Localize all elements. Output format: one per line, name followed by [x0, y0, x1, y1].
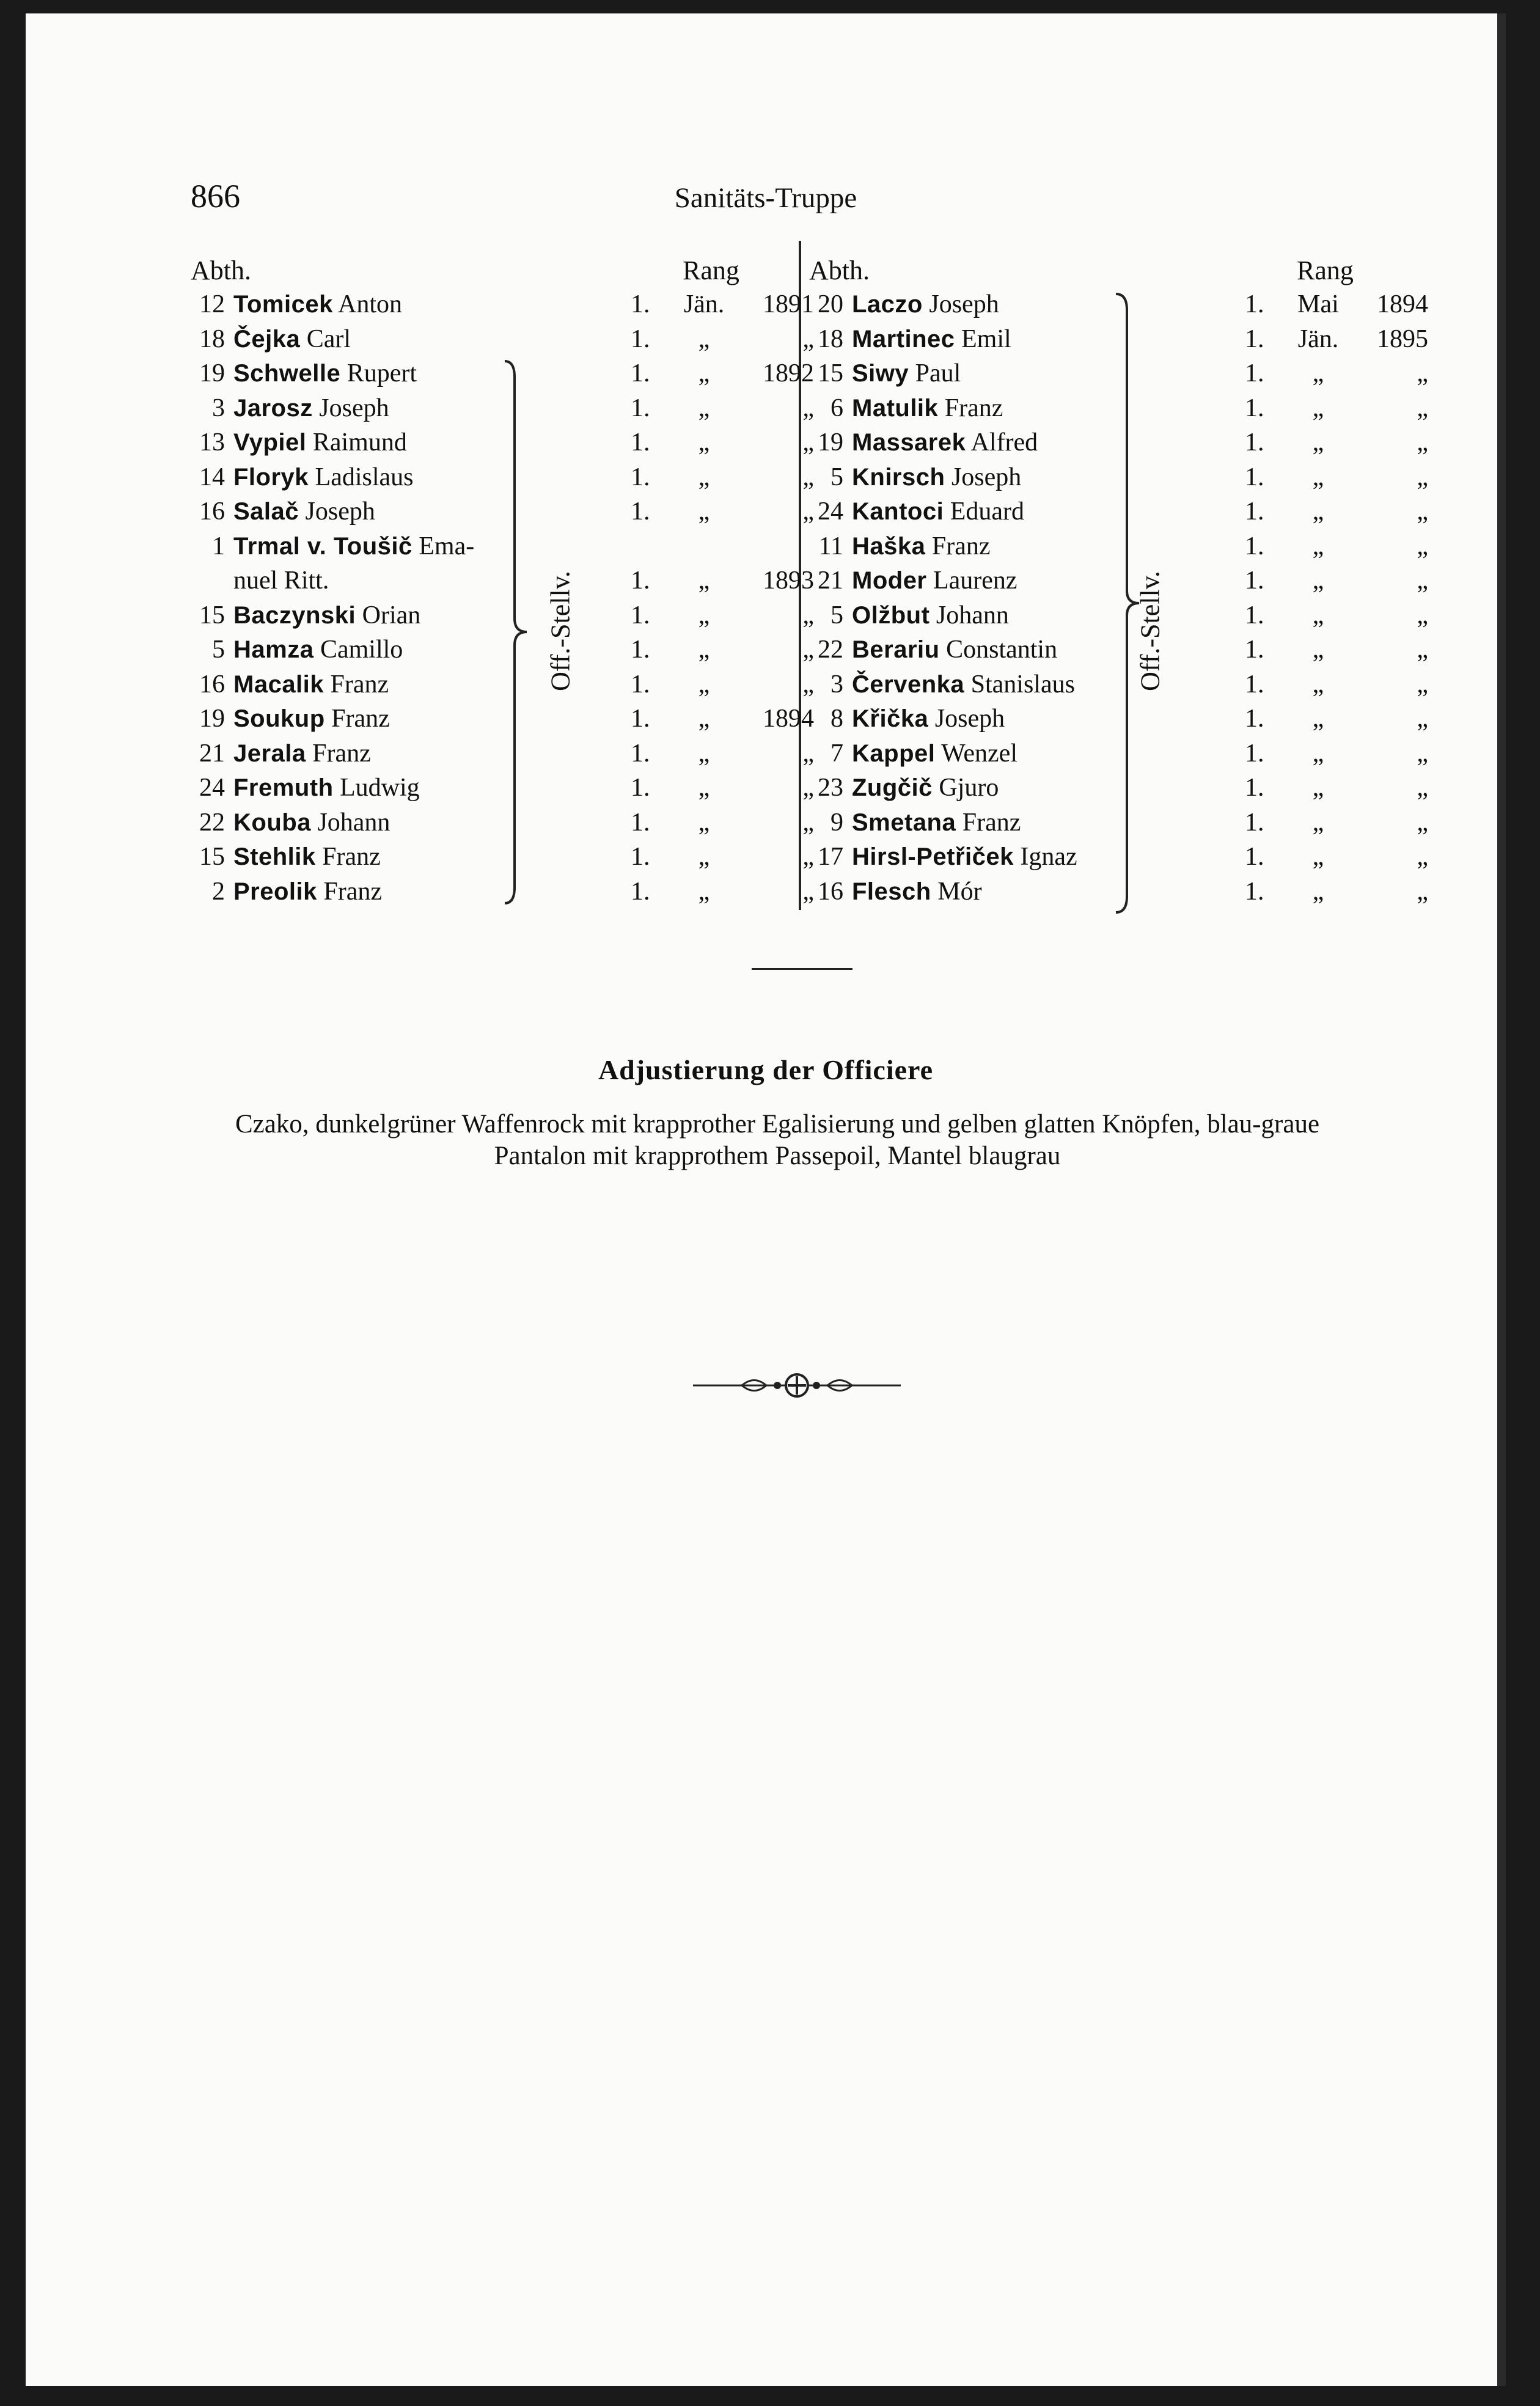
right-entry-row [831, 601, 1009, 635]
rank-year: „ [802, 808, 814, 837]
abth-number: 13 [199, 428, 225, 457]
document-page [26, 13, 1506, 2386]
rank-year: „ [802, 843, 814, 871]
given-name: Stanislaus [970, 670, 1075, 699]
abth-number: 5 [212, 636, 225, 664]
right-entry-row [818, 359, 961, 393]
right-rank-date [1245, 428, 1428, 457]
given-name: Joseph [929, 290, 999, 318]
rank-day: 1. [631, 359, 650, 387]
right-entry-row [818, 532, 991, 566]
rank-day: 1. [631, 290, 650, 318]
right-entry-row [818, 877, 982, 911]
given-name: Franz [322, 843, 381, 871]
right-rank-date [1245, 635, 1428, 664]
rank-year: „ [1417, 877, 1428, 906]
given-name: Wenzel [941, 739, 1018, 768]
given-name: Constantin [946, 636, 1058, 664]
rank-year: „ [1417, 497, 1428, 526]
rank-month: „ [698, 359, 710, 387]
rank-year: „ [802, 463, 814, 491]
given-name: Franz [331, 705, 390, 733]
left-entry-row [199, 773, 420, 807]
rank-day: 1. [1245, 359, 1264, 387]
page-edge [1497, 13, 1506, 2386]
abth-number: 23 [818, 774, 843, 802]
given-name: Ladislaus [315, 463, 414, 491]
rank-month: „ [1312, 463, 1324, 491]
rank-month: „ [1312, 567, 1324, 595]
left-entry-row [199, 497, 375, 531]
left-entry-row [199, 704, 390, 738]
left-bracket-label: Off.-Stellv. [545, 571, 576, 691]
rank-year: „ [802, 774, 814, 802]
surname: Knirsch [852, 463, 945, 491]
rank-day: 1. [1245, 532, 1264, 560]
given-name: Franz [944, 394, 1003, 422]
right-abth-header: Abth. [809, 255, 870, 285]
rank-day: 1. [1245, 843, 1264, 871]
rank-month: „ [698, 325, 710, 353]
abth-number: 5 [831, 601, 843, 629]
given-name: Franz [330, 670, 389, 699]
rank-month: „ [1312, 428, 1324, 457]
abth-number: 24 [199, 774, 225, 802]
left-rank-date [631, 842, 814, 871]
surname: Floryk [233, 463, 309, 491]
surname: Macalik [233, 670, 324, 698]
abth-number: 22 [199, 808, 225, 837]
abth-number: 18 [818, 325, 843, 353]
surname: Stehlik [233, 843, 316, 870]
abth-number: 9 [831, 808, 843, 837]
rank-year: „ [1417, 463, 1428, 491]
abth-number: 5 [831, 463, 843, 491]
rank-year: „ [1417, 774, 1428, 802]
surname: Fremuth [233, 774, 334, 801]
abth-number: 15 [199, 843, 225, 871]
rank-year: „ [802, 670, 814, 699]
rank-day: 1. [631, 394, 650, 422]
rank-month: „ [1312, 601, 1324, 629]
rank-month: „ [1312, 497, 1324, 526]
right-entry-row [818, 497, 1024, 531]
right-rank-date [1245, 394, 1428, 423]
rank-year: „ [1417, 428, 1428, 457]
left-entry-row [199, 739, 371, 773]
right-rank-date [1245, 773, 1428, 802]
given-name: Camillo [320, 636, 403, 664]
surname: Jerala [233, 739, 306, 767]
rank-month: „ [698, 705, 710, 733]
surname: Kappel [852, 739, 936, 767]
rank-month: „ [698, 670, 710, 699]
right-entry-row [831, 704, 1005, 738]
rank-year: 1892 [763, 359, 814, 387]
left-entry-row [212, 877, 383, 911]
given-name: Ema- [419, 532, 475, 560]
abth-number: 2 [212, 877, 225, 906]
surname: Preolik [233, 878, 317, 905]
right-rank-date [1245, 325, 1428, 354]
left-entry-row [199, 359, 417, 393]
right-entry-row [831, 394, 1003, 428]
right-entry-row [831, 808, 1021, 842]
surname: Berariu [852, 636, 940, 663]
abth-number: 1 [212, 532, 225, 560]
rank-day: 1. [1245, 325, 1264, 353]
section-text: Czako, dunkelgrüner Waffenrock mit krapprother Egalisierung und gelben glatten Knöpfen, blau-graue Pantalon mit krapprothem Passepoil, Mantel blaugrau [235, 1110, 1320, 1170]
rank-month: „ [1312, 877, 1324, 906]
rank-month: „ [1312, 808, 1324, 837]
left-rank-date [631, 497, 814, 526]
given-name: Ignaz [1020, 843, 1077, 871]
abth-number: 22 [818, 636, 843, 664]
abth-number: 3 [831, 670, 843, 699]
right-rank-date [1245, 497, 1428, 526]
rank-month: „ [698, 497, 710, 526]
surname: Zugčič [852, 774, 933, 801]
surname: Matulik [852, 394, 939, 422]
surname: Čejka [233, 325, 301, 353]
surname: Trmal v. Toušič [233, 532, 413, 560]
right-rank-date [1245, 532, 1428, 561]
rank-year: „ [1417, 843, 1428, 871]
rank-month: „ [1312, 636, 1324, 664]
rank-year: „ [1417, 636, 1428, 664]
right-rank-date [1245, 739, 1428, 768]
rank-day: 1. [631, 843, 650, 871]
rank-month: „ [698, 774, 710, 802]
surname: Vypiel [233, 429, 307, 456]
rank-day: 1. [631, 463, 650, 491]
abth-number: 21 [199, 739, 225, 768]
rank-day: 1. [631, 428, 650, 457]
surname: Olžbut [852, 601, 930, 629]
left-rank-date [631, 463, 814, 492]
ornament-divider [693, 1370, 901, 1401]
left-entry-row [199, 325, 351, 359]
left-entry-row [212, 635, 403, 669]
given-name: Franz [323, 877, 383, 906]
right-rank-date [1245, 601, 1428, 630]
abth-number: 19 [199, 705, 225, 733]
rank-day: 1. [631, 877, 650, 906]
rank-day: 1. [1245, 394, 1264, 422]
left-rank-date [631, 428, 814, 457]
abth-number: 16 [199, 497, 225, 526]
right-bracket-label: Off.-Stellv. [1135, 571, 1165, 691]
section-title: Adjustierung der Officiere [598, 1054, 934, 1085]
left-rank-date [631, 601, 814, 630]
given-name: Johann [317, 808, 391, 837]
surname: Křička [852, 705, 929, 732]
abth-number: 11 [818, 532, 843, 560]
surname: Tomicek [233, 291, 333, 318]
rank-day: 1. [1245, 601, 1264, 629]
rank-year: „ [802, 428, 814, 457]
rank-day: 1. [631, 601, 650, 629]
right-rank-date [1245, 808, 1428, 837]
abth-number: 3 [212, 394, 225, 422]
rank-year: „ [1417, 739, 1428, 768]
left-rank-date [631, 704, 814, 733]
surname: Moder [852, 567, 927, 594]
right-entry-row [818, 566, 1018, 600]
rank-month: „ [698, 843, 710, 871]
given-name: Ludwig [340, 774, 420, 802]
left-rank-date [631, 566, 814, 595]
abth-number: 14 [199, 463, 225, 491]
left-rank-date [631, 773, 814, 802]
rank-year: „ [802, 601, 814, 629]
surname: Laczo [852, 291, 923, 318]
rank-month: „ [698, 636, 710, 664]
left-rank-date [631, 670, 814, 699]
left-entry-row [199, 808, 391, 842]
left-rank-date [631, 877, 814, 906]
rank-month: „ [698, 394, 710, 422]
rank-year: 1891 [763, 290, 814, 318]
abth-number: 19 [199, 359, 225, 387]
given-name: Joseph [305, 497, 375, 526]
rank-month: „ [1312, 739, 1324, 768]
rank-year: „ [1417, 394, 1428, 422]
surname: Salač [233, 498, 299, 525]
separator-rule [752, 968, 853, 970]
rank-month: Mai [1297, 290, 1339, 318]
surname: Martinec [852, 325, 955, 353]
rank-month: „ [698, 877, 710, 906]
right-rank-date [1245, 359, 1428, 388]
left-rank-date [631, 808, 814, 837]
right-rank-date [1245, 566, 1428, 595]
left-entry-row [233, 566, 329, 600]
surname: Flesch [852, 878, 931, 905]
rank-month: „ [1312, 670, 1324, 699]
surname: Kouba [233, 809, 311, 836]
rank-day: 1. [631, 774, 650, 802]
rank-month: „ [1312, 843, 1324, 871]
left-rank-date [631, 635, 814, 664]
rank-day: 1. [1245, 290, 1264, 318]
rank-year: „ [802, 394, 814, 422]
given-name: Alfred [970, 428, 1038, 457]
given-name: Franz [312, 739, 371, 768]
page-number: 866 [191, 178, 240, 215]
right-rank-date [1245, 290, 1428, 319]
left-entry-row [199, 290, 403, 324]
left-rank-date [631, 359, 814, 388]
rank-month: „ [698, 428, 710, 457]
rank-month: Jän. [683, 290, 725, 318]
rank-day: 1. [1245, 567, 1264, 595]
abth-number: 19 [818, 428, 843, 457]
given-name: Franz [931, 532, 991, 560]
surname: Baczynski [233, 601, 356, 629]
right-rank-date [1245, 670, 1428, 699]
abth-number: 16 [199, 670, 225, 699]
right-entry-row [818, 773, 999, 807]
abth-number: 24 [818, 497, 843, 526]
rank-day: 1. [1245, 774, 1264, 802]
abth-number: 7 [831, 739, 843, 768]
right-entry-row [818, 842, 1077, 876]
rank-day: 1. [1245, 636, 1264, 664]
left-rank-date [631, 290, 814, 319]
left-entry-row [199, 463, 414, 497]
given-name: Emil [961, 325, 1011, 353]
right-entry-row [818, 428, 1038, 462]
rank-year: 1895 [1377, 325, 1428, 353]
right-rank-date [1245, 842, 1428, 871]
surname: Červenka [852, 670, 965, 698]
surname: Siwy [852, 360, 909, 387]
rank-day: 1. [1245, 428, 1264, 457]
rank-month: Jän. [1297, 325, 1339, 353]
left-rank-date [631, 325, 814, 354]
given-name: Raimund [312, 428, 407, 457]
given-name: Johann [936, 601, 1009, 629]
left-rank-date [631, 739, 814, 768]
right-entry-row [831, 463, 1022, 497]
right-rank-date [1245, 704, 1428, 733]
rank-year: „ [1417, 532, 1428, 560]
rank-year: „ [802, 636, 814, 664]
rank-day: 1. [631, 670, 650, 699]
surname: Massarek [852, 429, 966, 456]
rank-month: „ [698, 567, 710, 595]
rank-day: 1. [1245, 877, 1264, 906]
rank-month: „ [1312, 394, 1324, 422]
rank-month: „ [1312, 705, 1324, 733]
rank-day: 1. [1245, 670, 1264, 699]
left-bracket [502, 359, 539, 906]
given-name: Paul [915, 359, 961, 387]
right-entry-row [818, 290, 999, 324]
right-rank-date [1245, 877, 1428, 906]
abth-number: 20 [818, 290, 843, 318]
rank-month: „ [1312, 532, 1324, 560]
right-rang-header: Rang [1297, 255, 1354, 285]
left-entry-row [199, 428, 407, 462]
left-rank-date [631, 394, 814, 423]
given-name: Joseph [319, 394, 389, 422]
rank-day: 1. [1245, 463, 1264, 491]
right-entry-row [831, 670, 1075, 704]
rank-year: 1894 [1377, 290, 1428, 318]
surname: Jarosz [233, 394, 313, 422]
rank-month: „ [698, 601, 710, 629]
surname: Hirsl-Petřiček [852, 843, 1014, 870]
left-entry-row [212, 532, 475, 566]
rank-day: 1. [631, 705, 650, 733]
abth-number: 15 [199, 601, 225, 629]
given-name: Gjuro [939, 774, 999, 802]
rank-day: 1. [1245, 808, 1264, 837]
right-entry-row [818, 325, 1011, 359]
rank-day: 1. [1245, 497, 1264, 526]
abth-number: 12 [199, 290, 225, 318]
rank-year: „ [1417, 705, 1428, 733]
surname: Kantoci [852, 498, 944, 525]
surname: Haška [852, 532, 926, 560]
rank-day: 1. [631, 325, 650, 353]
left-abth-header: Abth. [191, 255, 251, 285]
given-name: Joseph [951, 463, 1022, 491]
given-name: nuel Ritt. [233, 567, 329, 595]
rank-year: 1893 [763, 567, 814, 595]
left-entry-row [199, 670, 389, 704]
left-entry-row [199, 601, 421, 635]
rank-year: „ [802, 325, 814, 353]
rank-year: „ [802, 877, 814, 906]
given-name: Orian [362, 601, 421, 629]
abth-number: 17 [818, 843, 843, 871]
rank-day: 1. [631, 636, 650, 664]
abth-number: 18 [199, 325, 225, 353]
rank-year: 1894 [763, 705, 814, 733]
rank-year: „ [802, 497, 814, 526]
rank-day: 1. [631, 808, 650, 837]
page-header: Sanitäts-Truppe [674, 182, 857, 214]
left-entry-row [212, 394, 389, 428]
surname: Soukup [233, 705, 325, 732]
rank-day: 1. [631, 497, 650, 526]
abth-number: 16 [818, 877, 843, 906]
given-name: Eduard [950, 497, 1024, 526]
abth-number: 21 [818, 567, 843, 595]
given-name: Carl [306, 325, 351, 353]
rank-year: „ [802, 739, 814, 768]
rank-year: „ [1417, 670, 1428, 699]
given-name: Franz [962, 808, 1021, 837]
surname: Hamza [233, 636, 314, 663]
rank-day: 1. [631, 739, 650, 768]
right-entry-row [818, 635, 1058, 669]
rank-month: „ [698, 739, 710, 768]
abth-number: 6 [831, 394, 843, 422]
rank-year: „ [1417, 601, 1428, 629]
rank-month: „ [698, 808, 710, 837]
right-rank-date [1245, 463, 1428, 492]
right-entry-row [831, 739, 1018, 773]
given-name: Rupert [346, 359, 417, 387]
given-name: Laurenz [933, 567, 1018, 595]
rank-month: „ [1312, 774, 1324, 802]
rank-month: „ [698, 463, 710, 491]
given-name: Joseph [934, 705, 1005, 733]
rank-year: „ [1417, 359, 1428, 387]
abth-number: 15 [818, 359, 843, 387]
rank-year: „ [1417, 808, 1428, 837]
surname: Schwelle [233, 360, 341, 387]
rank-month: „ [1312, 359, 1324, 387]
surname: Smetana [852, 809, 956, 836]
rank-year: „ [1417, 567, 1428, 595]
given-name: Anton [338, 290, 403, 318]
rank-day: 1. [1245, 739, 1264, 768]
left-entry-row [199, 842, 381, 876]
rank-day: 1. [631, 567, 650, 595]
left-rang-header: Rang [683, 255, 739, 285]
rank-day: 1. [1245, 705, 1264, 733]
given-name: Mór [937, 877, 982, 906]
abth-number: 8 [831, 705, 843, 733]
